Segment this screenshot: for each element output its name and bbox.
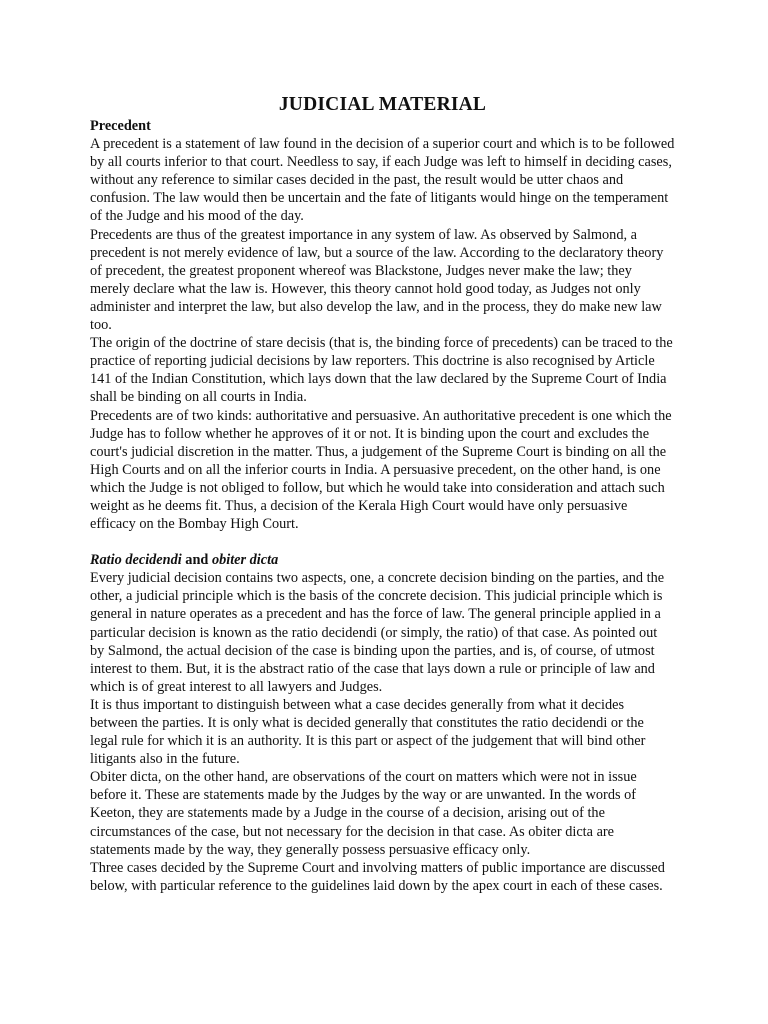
paragraph: It is thus important to distinguish between what a case decides generally from what it decides between the parties. It is only what is decided generally that constitutes the ratio decidendi or the legal rule for which it is an authority. It is this part or aspect of the judgement that will bind other litigants also in the future. — [90, 696, 646, 768]
paragraph: Precedents are of two kinds: authoritative and persuasive. An authoritative precedent is one which the Judge has to follow whether he approves of it or not. It is binding upon the court and excludes the court's judicial discretion in the matter. Thus, a judgement of the Supreme Court is binding on all the High Courts and on all the inferior courts in India. A persuasive precedent, on the other hand, is one which the Judge is not obliged to follow, but which he would take into consideration and attach such weight as he deems fit. Thus, a decision of the Kerala High Court would have only persuasive efficacy on the Bombay High Court. — [90, 407, 672, 533]
paragraph: Every judicial decision contains two aspects, one, a concrete decision binding on the parties, and the other, a judicial principle which is the basis of the concrete decision. This judicial principle which is general in nature operates as a precedent and has the force of law. The general principle applied in a particular decision is known as the ratio decidendi (or simply, the ratio) of that case. As pointed out by Salmond, the actual decision of the case is binding upon the parties, and is, of course, of utmost interest to them. But, it is the abstract ratio of the case that lays down a rule or principle of law and which is of great interest to all lawyers and Judges. — [90, 570, 665, 695]
section-heading-ratio-obiter — [90, 551, 675, 569]
paragraph: Three cases decided by the Supreme Court and involving matters of public importance are discussed below, with particular reference to the guidelines laid down by the apex court in each of these cases. — [90, 859, 665, 894]
document-title: JUDICIAL MATERIAL — [278, 94, 487, 115]
document-page — [90, 93, 675, 895]
paragraph: The origin of the doctrine of stare decisis (that is, the binding force of precedents) can be traced to the practice of reporting judicial decisions by law reporters. This doctrine is also recognised by Article 141 of the Indian Constitution, which lays down that the law declared by the Supreme Court of India shall be binding on all courts in India. — [90, 335, 673, 406]
heading-and: and — [181, 552, 212, 569]
heading-ratio-decidendi: Ratio decidendi — [90, 552, 182, 569]
paragraph: Obiter dicta, on the other hand, are observations of the court on matters which were not in issue before it. These are statements made by the Judges by the way or are unwanted. In the words of Keeton, they are statements made by a Judge in the course of a decision, arising out of the circumstances of the case, but not necessary for the decision in that case. As obiter dicta are statements made by the way, they generally possess persuasive efficacy only. — [90, 769, 637, 858]
heading-obiter-dicta: obiter dicta — [211, 552, 279, 569]
paragraph: A precedent is a statement of law found in the decision of a superior court and which is to be followed by all courts inferior to that court. Needless to say, if each Judge was left to himself in deciding cases, without any reference to similar cases decided in the past, the result would be utter chaos and confusion. The law would then be uncertain and the fate of litigants would hinge on the temperament of the Judge and his mood of the day. — [90, 136, 675, 225]
section-heading-precedent: Precedent — [90, 118, 151, 134]
section-spacer — [90, 533, 675, 551]
paragraph: Precedents are thus of the greatest importance in any system of law. As observed by Salmond, a precedent is not merely evidence of law, but a source of the law. According to the declaratory theory of precedent, the greatest proponent whereof was Blackstone, Judges never make the law; they merely declare what the law is. However, this theory cannot hold good today, as Judges not only administer and interpret the law, but also develop the law, and in the process, they do make new law too. — [90, 226, 664, 334]
